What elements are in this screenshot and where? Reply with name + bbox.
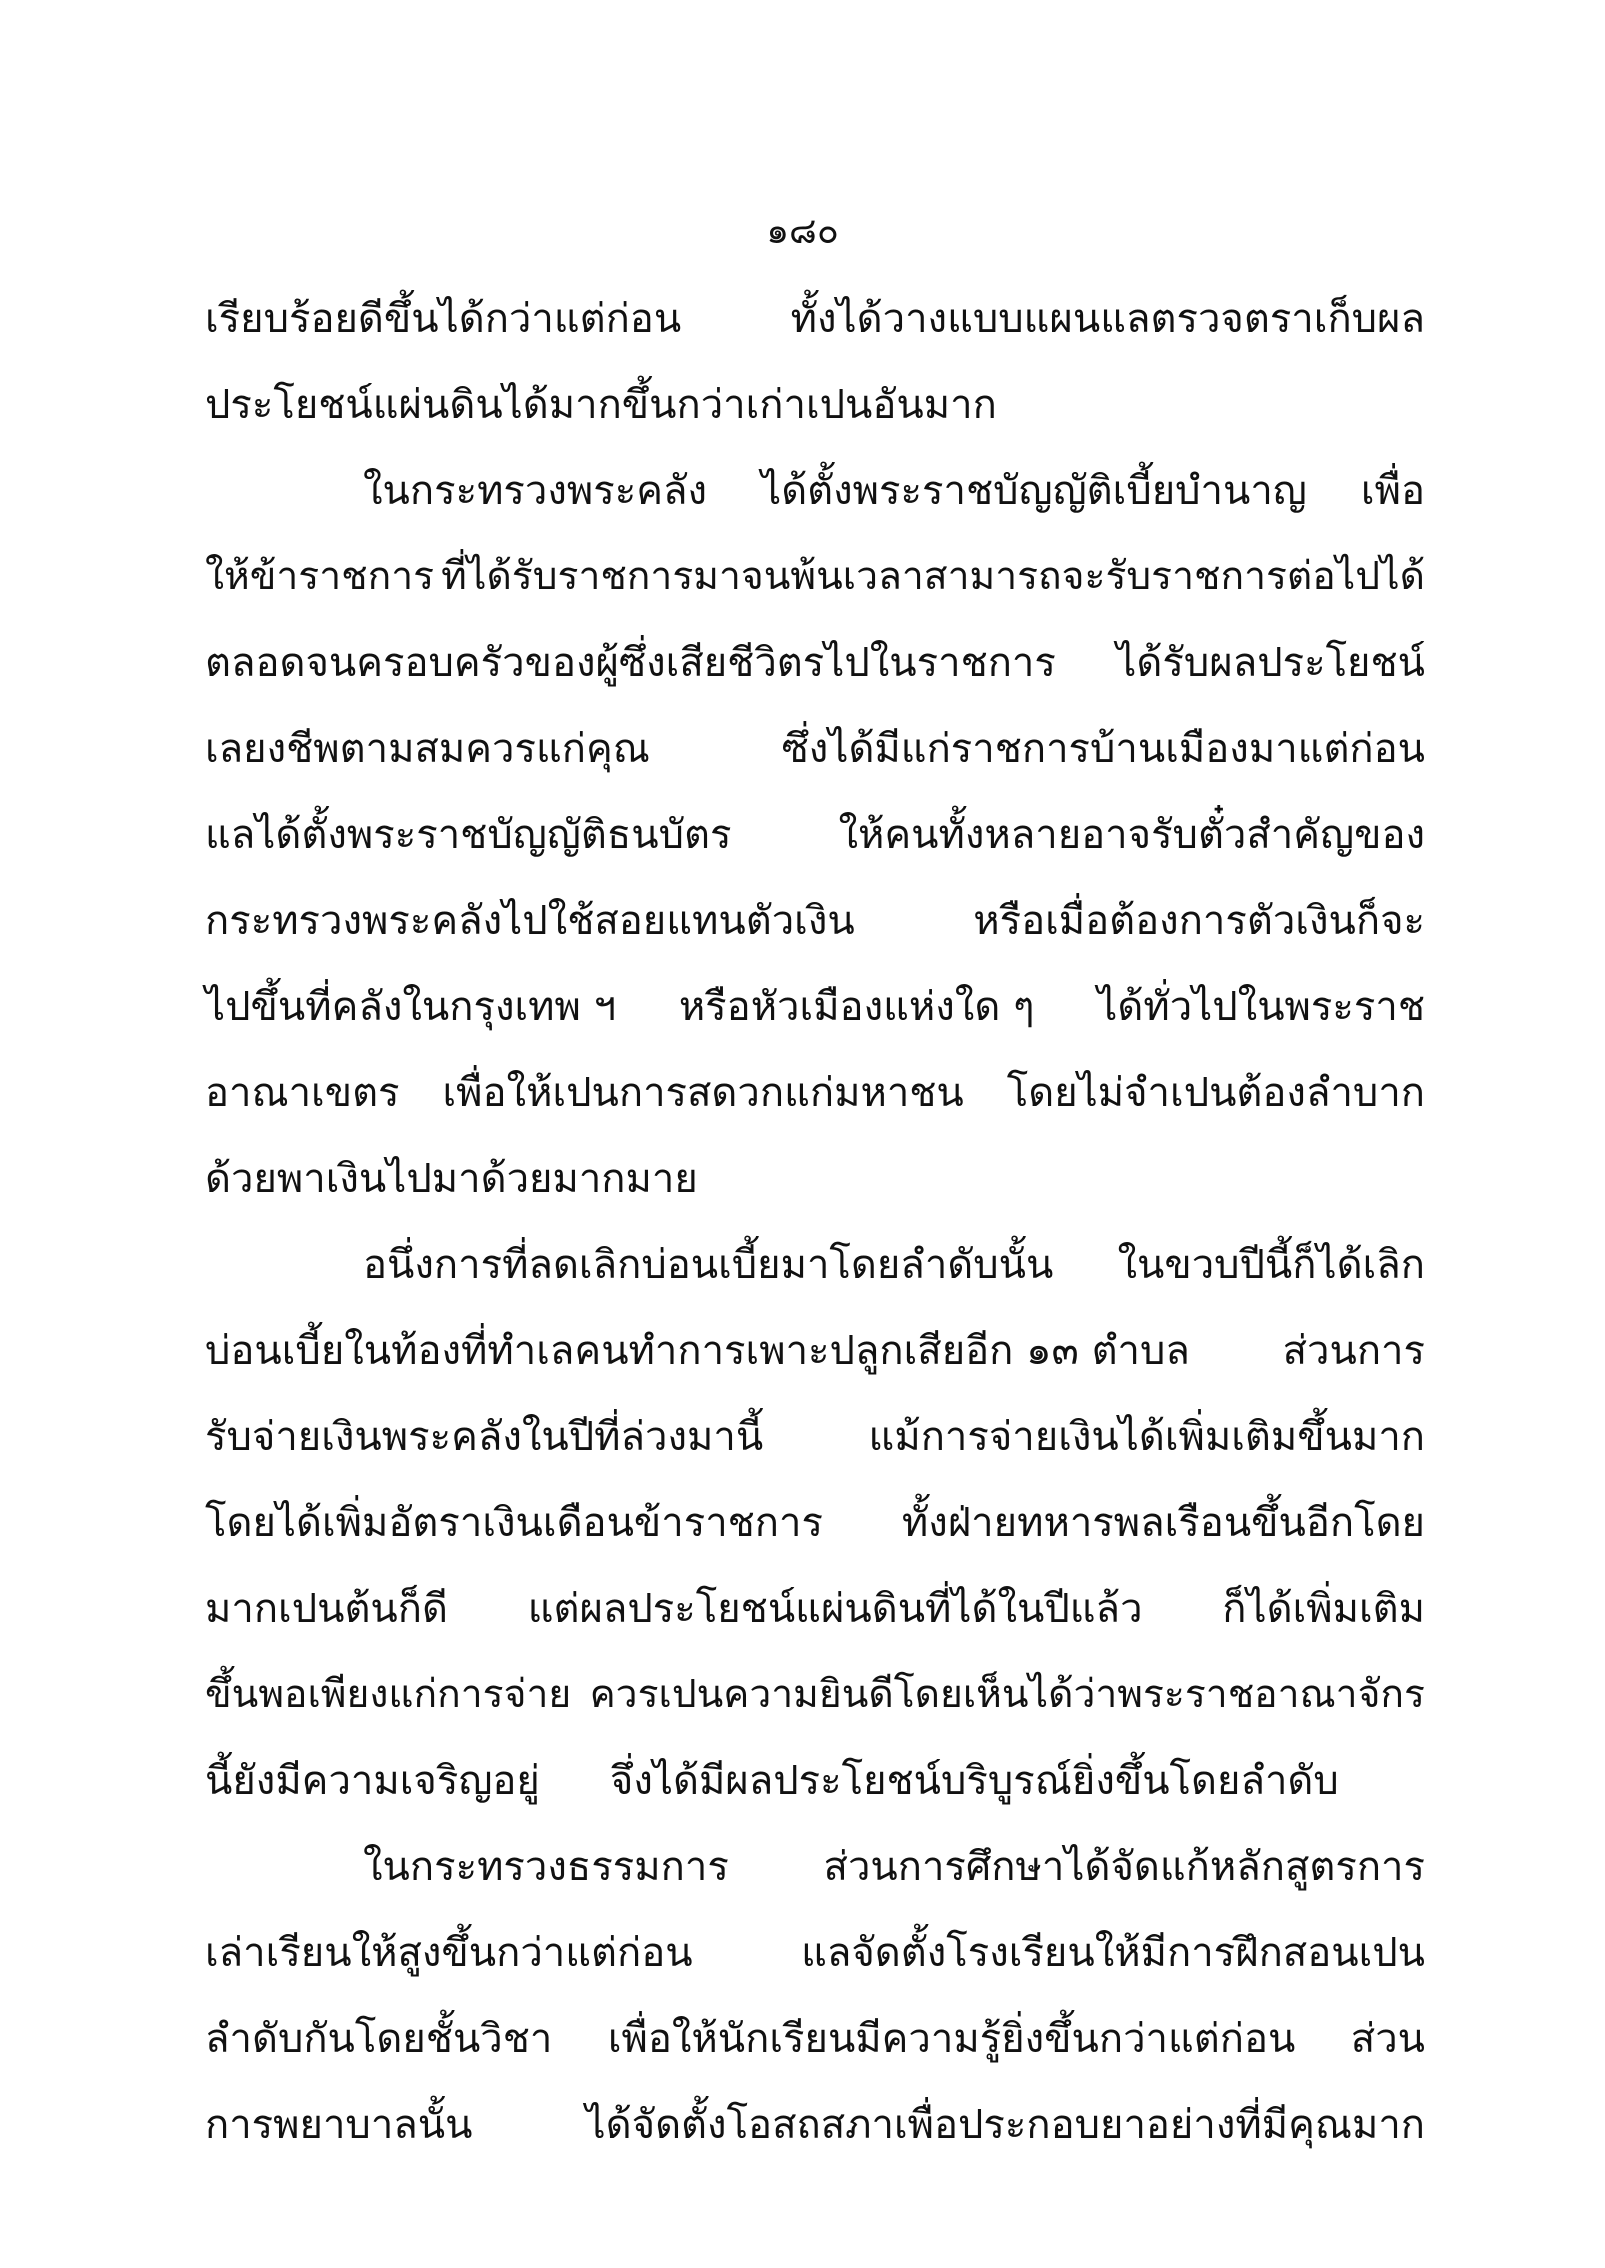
text-line xyxy=(205,1652,1425,1738)
text-segment: ที่ได้รับราชการมาจนพ้นเวลาสามารถจะรับราชการต่อไปได้ xyxy=(441,554,1425,599)
text-line xyxy=(205,362,1425,448)
text-line xyxy=(205,1136,1425,1222)
text-line xyxy=(205,964,1425,1050)
text-segment: อนึ่งการที่ลดเลิกบ่อนเบี้ยมาโดยลำดับนั้น xyxy=(363,1242,1054,1288)
text-line xyxy=(205,534,1425,620)
text-segment: เพื่อ xyxy=(1360,468,1425,514)
text-segment: เพื่อให้เปนการสดวกแก่มหาชน xyxy=(442,1070,964,1116)
text-segment: มากเปนต้นก็ดี xyxy=(205,1586,448,1632)
text-segment: แม้การจ่ายเงินได้เพิ่มเติมขึ้นมาก xyxy=(868,1414,1425,1460)
text-segment: ทั้งได้วางแบบแผนแลตรวจตราเก็บผล xyxy=(790,296,1425,342)
text-line xyxy=(205,1824,1425,1910)
text-line xyxy=(205,276,1425,362)
text-segment: ทั้งฝ่ายทหารพลเรือนขึ้นอีกโดย xyxy=(901,1500,1425,1546)
text-line xyxy=(205,1480,1425,1566)
text-segment: ได้ทั่วไปในพระราช xyxy=(1097,984,1425,1030)
text-segment: ในกระทรวงพระคลัง xyxy=(363,468,708,514)
text-line xyxy=(205,792,1425,878)
text-segment: แลได้ตั้งพระราชบัญญัติธนบัตร xyxy=(205,812,732,858)
text-segment: ได้จัดตั้งโอสถสภาเพื่อประกอบยาอย่างที่มีคุณมาก xyxy=(585,2102,1425,2148)
text-segment: กระทรวงพระคลังไปใช้สอยแทนตัวเงิน xyxy=(205,898,855,944)
text-line xyxy=(205,1910,1425,1996)
text-segment: รับจ่ายเงินพระคลังในปีที่ล่วงมานี้ xyxy=(205,1414,764,1460)
text-segment: แลจัดตั้งโรงเรียนให้มีการฝึกสอนเปน xyxy=(801,1930,1425,1976)
text-segment: นี้ยังมีความเจริญอยู่ xyxy=(205,1758,540,1804)
text-line xyxy=(205,1394,1425,1480)
text-segment: ลำดับกันโดยชั้นวิชา xyxy=(205,2016,553,2062)
text-segment: ด้วยพาเงินไปมาด้วยมากมาย xyxy=(205,1156,698,1202)
text-segment: ส่วนการศึกษาได้จัดแก้หลักสูตรการ xyxy=(823,1844,1425,1890)
text-body xyxy=(205,276,1425,2168)
text-segment: เลยงชีพตามสมควรแก่คุณ xyxy=(205,726,650,772)
text-line xyxy=(205,1050,1425,1136)
text-segment: หรือเมื่อต้องการตัวเงินก็จะ xyxy=(973,898,1425,944)
text-line xyxy=(205,2082,1425,2168)
text-line xyxy=(205,878,1425,964)
text-segment: ส่วน xyxy=(1350,2016,1425,2062)
text-segment: เล่าเรียนให้สูงขึ้นกว่าแต่ก่อน xyxy=(205,1930,693,1976)
text-segment: ได้ตั้งพระราชบัญญัติเบี้ยบำนาญ xyxy=(761,468,1307,514)
text-line xyxy=(205,1996,1425,2082)
text-segment: การพยาบาลนั้น xyxy=(205,2102,473,2148)
text-line xyxy=(205,706,1425,792)
text-segment: จึ่งได้มีผลประโยชน์บริบูรณ์ยิ่งขึ้นโดยลำดับ xyxy=(609,1758,1339,1804)
text-segment: ให้คนทั้งหลายอาจรับตั๋วสำคัญของ xyxy=(838,812,1425,858)
text-segment: ให้ข้าราชการ xyxy=(205,554,435,599)
text-segment: อาณาเขตร xyxy=(205,1070,400,1116)
text-segment: ก็ได้เพิ่มเติม xyxy=(1222,1586,1425,1632)
text-segment: ส่วนการ xyxy=(1282,1328,1425,1374)
text-segment: บ่อนเบี้ยในท้องที่ทำเลคนทำการเพาะปลูกเสียอีก ๑๓ ตำบล xyxy=(205,1328,1190,1374)
text-segment: ประโยชน์แผ่นดินได้มากขึ้นกว่าเก่าเปนอันมาก xyxy=(205,382,997,428)
text-segment: ควรเปนความยินดีโดยเห็นได้ว่าพระราชอาณาจักร xyxy=(589,1672,1425,1717)
text-segment: ในกระทรวงธรรมการ xyxy=(363,1844,729,1890)
text-segment: เรียบร้อยดีขึ้นได้กว่าแต่ก่อน xyxy=(205,296,682,342)
text-line xyxy=(205,1308,1425,1394)
text-segment: โดยได้เพิ่มอัตราเงินเดือนข้าราชการ xyxy=(205,1500,823,1546)
text-segment: หรือหัวเมืองแห่งใด ๆ xyxy=(678,984,1035,1030)
text-segment: ในขวบปีนี้ก็ได้เลิก xyxy=(1117,1242,1425,1288)
text-segment: ไปขึ้นที่คลังในกรุงเทพ ฯ xyxy=(205,984,617,1030)
text-line xyxy=(205,1738,1425,1824)
text-segment: เพื่อให้นักเรียนมีความรู้ยิ่งขึ้นกว่าแต่ก่อน xyxy=(607,2016,1296,2062)
page-number: ๑๘๐ xyxy=(766,211,839,252)
text-line xyxy=(205,1566,1425,1652)
text-segment: ได้รับผลประโยชน์ xyxy=(1116,640,1425,686)
text-line xyxy=(205,620,1425,706)
text-line xyxy=(205,1222,1425,1308)
text-segment: โดยไม่จำเปนต้องลำบาก xyxy=(1006,1070,1425,1116)
text-line xyxy=(205,448,1425,534)
text-segment: แต่ผลประโยชน์แผ่นดินที่ได้ในปีแล้ว xyxy=(527,1586,1143,1632)
text-segment: ตลอดจนครอบครัวของผู้ซึ่งเสียชีวิตรไปในราชการ xyxy=(205,640,1056,686)
text-segment: ซึ่งได้มีแก่ราชการบ้านเมืองมาแต่ก่อน xyxy=(781,726,1425,772)
text-segment: ขึ้นพอเพียงแก่การจ่าย xyxy=(205,1672,572,1717)
